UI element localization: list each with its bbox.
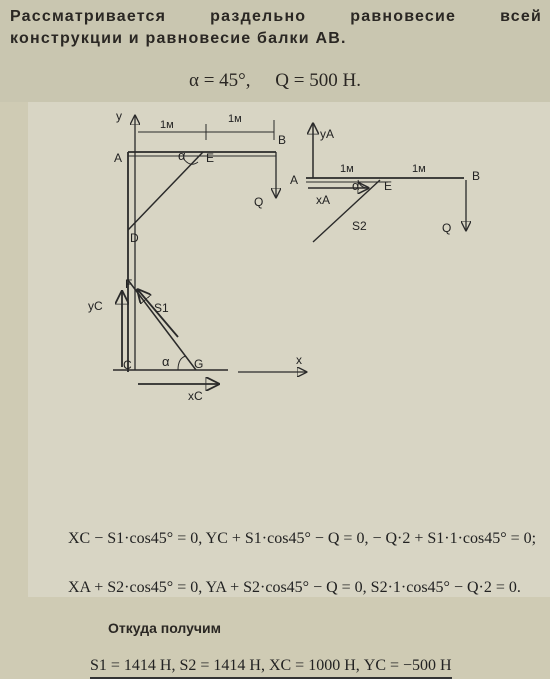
label-a-right: A (290, 173, 299, 187)
alpha-arc-bottom (178, 356, 186, 370)
label-xa: xA (316, 193, 331, 207)
label-alpha-right: α (352, 178, 360, 193)
rod-de (128, 152, 203, 230)
solution-photo (28, 102, 550, 674)
equation-line-2: XA + S2·cos45° = 0, YA + S2·cos45° − Q = 0, S2·1·cos45° − Q·2 = 0. (68, 579, 521, 596)
mechanics-figure (28, 102, 550, 422)
equation-line-1: XC − S1·cos45° = 0, YC + S1·cos45° − Q = 0, − Q·2 + S1·1·cos45° = 0; (68, 530, 537, 547)
intro-text: Рассматривается раздельно равновесие всей конструкции и равновесие балки АВ. (10, 8, 542, 47)
label-y: y (116, 109, 122, 123)
right-beam (290, 124, 480, 242)
label-xc: xC (188, 389, 203, 403)
label-x: x (296, 353, 302, 367)
label-d: D (130, 231, 139, 245)
label-g: G (194, 357, 204, 371)
label-b: B (278, 133, 287, 147)
given-alpha: α = 45°, (189, 70, 251, 91)
from-label: Откуда получим (108, 620, 221, 636)
label-b-right: B (472, 169, 481, 183)
label-ya: yA (320, 127, 335, 141)
given-values (0, 70, 550, 92)
label-e: E (206, 151, 215, 165)
given-q: Q = 500 Н. (275, 70, 361, 91)
label-s1: S1 (154, 301, 169, 315)
label-q-right: Q (442, 221, 452, 235)
label-f: F (125, 277, 133, 291)
label-dim2: 1м (228, 113, 242, 125)
label-yc: yC (88, 299, 103, 313)
result-line: S1 = 1414 Н, S2 = 1414 Н, XC = 1000 Н, YC = −500 Н (90, 657, 452, 679)
problem-header (0, 0, 550, 102)
rod-s2 (313, 180, 380, 242)
label-dim2-right: 1м (412, 163, 426, 175)
label-s2: S2 (352, 219, 367, 233)
left-structure (88, 109, 306, 403)
label-alpha-bottom: α (162, 354, 170, 369)
label-dim1-right: 1м (340, 163, 354, 175)
label-e-right: E (384, 179, 393, 193)
label-a: A (114, 151, 123, 165)
label-q: Q (254, 195, 264, 209)
label-dim1: 1м (160, 119, 174, 131)
label-c: C (123, 358, 132, 372)
label-alpha-top: α (178, 148, 186, 163)
